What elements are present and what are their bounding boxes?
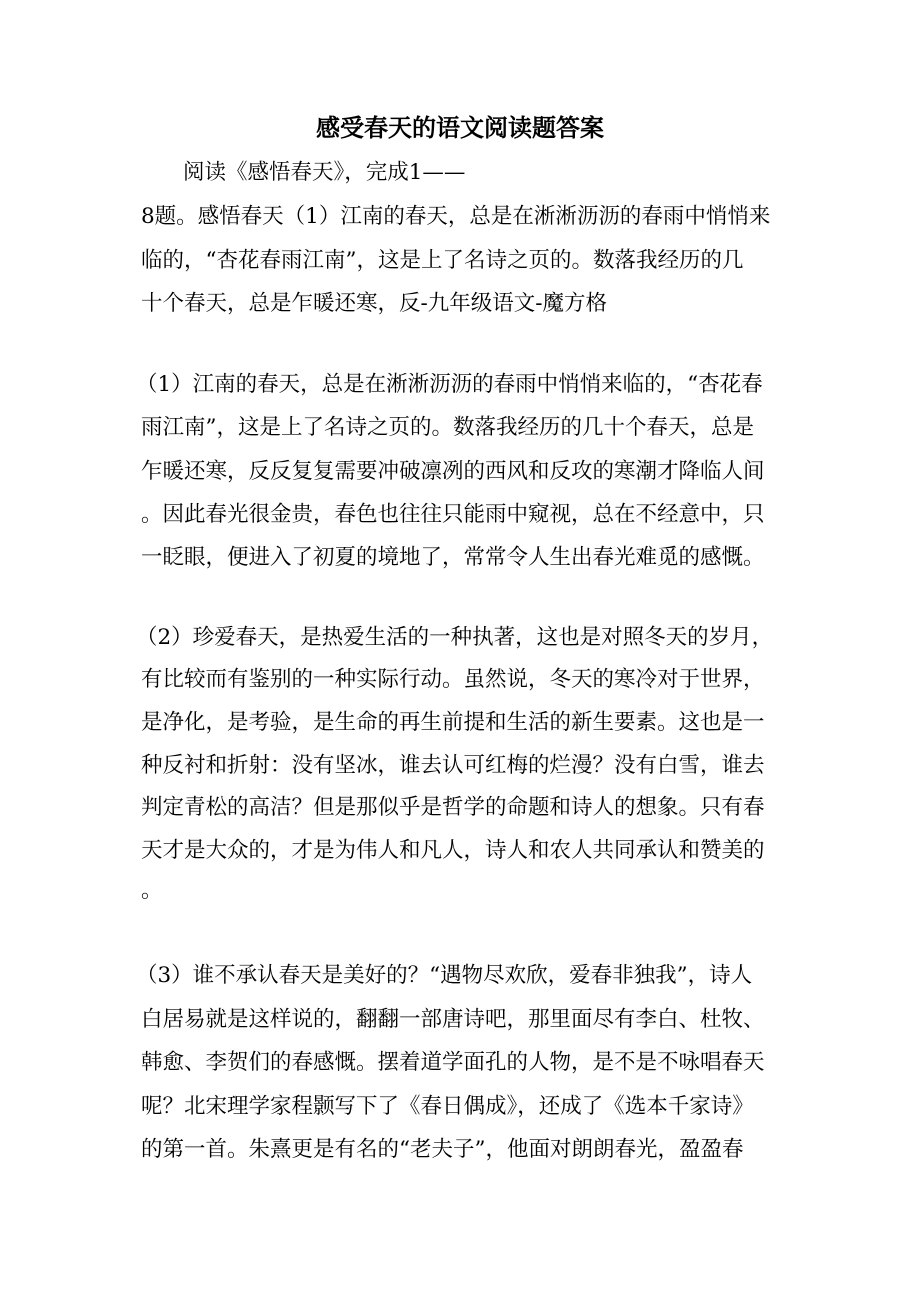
- paragraph-line: 。因此春光很金贵，春色也往往只能雨中窥视，总在不经意中，只: [141, 502, 765, 527]
- paragraph-line: （3）谁不承认春天是美好的？“遇物尽欢欣，爱春非独我”，诗人: [136, 963, 753, 988]
- paragraph-line: 韩愈、李贺们的春感慨。摆着道学面孔的人物，是不是不咏唱春天: [141, 1050, 765, 1075]
- paragraph-line: （2）珍爱春天，是热爱生活的一种执著，这也是对照冬天的岁月，: [136, 625, 774, 650]
- paragraph-line: 是净化，是考验，是生命的再生前提和生活的新生要素。这也是一: [141, 710, 765, 735]
- paragraph-line: 有比较而有鉴别的一种实际行动。虽然说，冬天的寒冷对于世界，: [141, 667, 765, 692]
- paragraph-line: 乍暖还寒，反反复复需要冲破凛冽的西风和反攻的寒潮才降临人间: [141, 459, 765, 484]
- paragraph-line: 的第一首。朱熹更是有名的“老夫子”，他面对朗朗春光，盈盈春: [141, 1137, 744, 1162]
- intro-line: 十个春天，总是乍暖还寒，反-九年级语文-魔方格: [141, 291, 608, 316]
- document-title: 感受春天的语文阅读题答案: [316, 113, 604, 142]
- paragraph-line: 判定青松的高洁？但是那似乎是哲学的命题和诗人的想象。只有春: [141, 795, 765, 820]
- paragraph-line: 雨江南”，这是上了名诗之页的。数落我经历的几十个春天，总是: [141, 415, 754, 440]
- paragraph-line: 。: [141, 878, 163, 903]
- paragraph-line: 种反衬和折射：没有坚冰，谁去认可红梅的烂漫？没有白雪，谁去: [141, 753, 765, 778]
- paragraph-line: （1）江南的春天，总是在淅淅沥沥的春雨中悄悄来临的，“杏花春: [136, 372, 763, 397]
- paragraph-line: 天才是大众的，才是为伟人和凡人，诗人和农人共同承认和赞美的: [141, 838, 765, 863]
- paragraph-line: 呢？北宋理学家程颢写下了《春日偶成》，还成了《选本千家诗》: [141, 1094, 754, 1119]
- paragraph-line: 白居易就是这样说的，翻翻一部唐诗吧，那里面尽有李白、杜牧、: [141, 1007, 765, 1032]
- intro-line: 8题。感悟春天（1）江南的春天，总是在淅淅沥沥的春雨中悄悄来: [141, 204, 771, 229]
- intro-line: 临的，“杏花春雨江南”，这是上了名诗之页的。数落我经历的几: [141, 248, 744, 273]
- paragraph-line: 一眨眼，便进入了初夏的境地了，常常令人生出春光难觅的感慨。: [141, 545, 765, 570]
- intro-line: 阅读《感悟春天》，完成1——: [183, 160, 466, 185]
